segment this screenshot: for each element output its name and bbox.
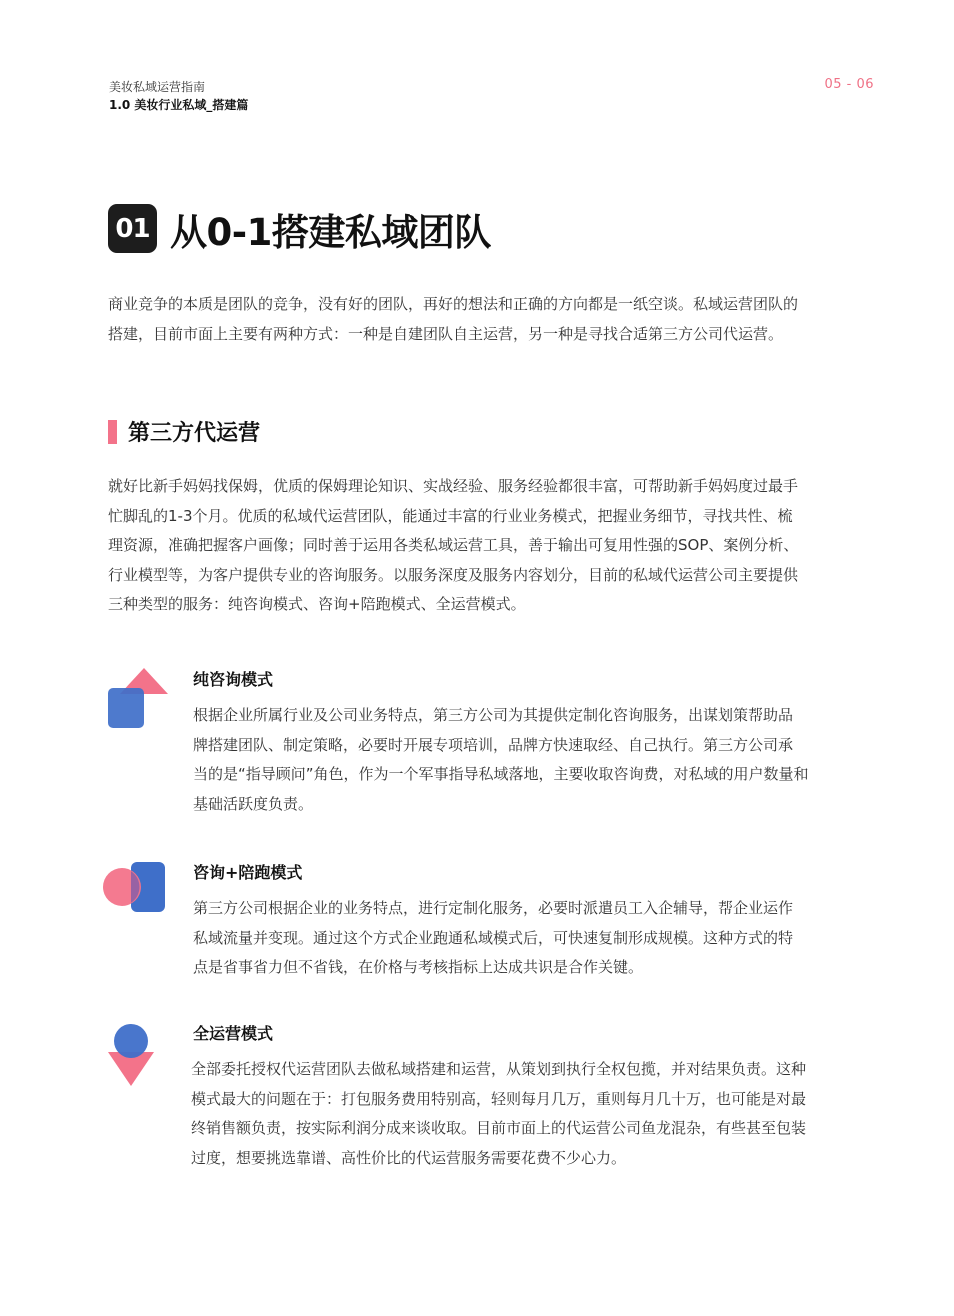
section-title: 从0-1搭建私域团队 — [170, 211, 491, 254]
mode-title-pure-consulting: 纯咨询模式 — [193, 670, 274, 689]
triangle-square-icon — [102, 664, 172, 734]
circle-triangle-icon — [96, 1020, 166, 1090]
subsection-accent-bar — [108, 420, 117, 444]
intro-line: 商业竞争的本质是团队的竞争，没有好的团队，再好的想法和正确的方向都是一纸空谈。私域运营团队的 — [108, 295, 799, 313]
section-intro — [108, 290, 874, 349]
mode-body-pure-consulting — [193, 701, 874, 819]
mode-line: 当的是“指导顾问”角色，作为一个军事指导私域落地，主要收取咨询费，对私域的用户数量和 — [193, 765, 809, 783]
chapter-title: 1.0 美妆行业私域_搭建篇 — [109, 98, 249, 112]
mode-line: 根据企业所属行业及公司业务特点，第三方公司为其提供定制化咨询服务，出谋划策帮助品 — [193, 706, 794, 724]
subsection-body — [108, 472, 874, 620]
mode-line: 牌搭建团队、制定策略，必要时开展专项培训，品牌方快速取经、自己执行。第三方公司承 — [193, 735, 794, 754]
circle-rectangle-icon — [101, 858, 171, 928]
mode-line: 模式最大的问题在于：打包服务费用特别高，轻则每月几万，重则每月几十万，也可能是对最 — [191, 1089, 807, 1108]
mode-title-full-operation: 全运营模式 — [193, 1024, 274, 1043]
mode-line: 全部委托授权代运营团队去做私域搭建和运营，从策划到执行全权包揽，并对结果负责。这种 — [191, 1060, 807, 1078]
document-title: 美妆私域运营指南 — [109, 80, 206, 94]
mode-line: 过度，想要挑选靠谱、高性价比的代运营服务需要花费不少心力。 — [191, 1148, 627, 1167]
mode-body-consulting-accompany — [193, 894, 874, 983]
page-numbers: 05 - 06 — [824, 77, 874, 92]
body-line: 理资源，准确把握客户画像；同时善于运用各类私域运营工具，善于输出可复用性强的SOP、案例分析、 — [108, 536, 799, 554]
mode-body-full-operation — [191, 1055, 875, 1173]
mode-title-consulting-accompany: 咨询+陪跑模式 — [193, 863, 303, 882]
subsection-title: 第三方代运营 — [128, 421, 261, 446]
mode-line: 私域流量并变现。通过这个方式企业跑通私域模式后，可快速复制形成规模。这种方式的特 — [193, 928, 794, 947]
mode-line: 终销售额负责，按实际利润分成来谈收取。目前市面上的代运营公司鱼龙混杂，有些甚至包装 — [191, 1119, 807, 1137]
mode-line: 基础活跃度负责。 — [193, 794, 314, 813]
mode-line: 点是省事省力但不省钱，在价格与考核指标上达成共识是合作关键。 — [193, 958, 644, 976]
intro-line: 搭建，目前市面上主要有两种方式：一种是自建团队自主运营，另一种是寻找合适第三方公司代运营。 — [108, 324, 784, 343]
body-line: 忙脚乱的1-3个月。优质的私域代运营团队，能通过丰富的行业业务模式，把握业务细节，寻找共性、梳 — [108, 506, 793, 525]
section-number-badge: 01 — [108, 204, 157, 253]
mode-line: 第三方公司根据企业的业务特点，进行定制化服务，必要时派遣员工入企辅导，帮企业运作 — [193, 899, 794, 917]
body-line: 三种类型的服务：纯咨询模式、咨询+陪跑模式、全运营模式。 — [108, 595, 526, 613]
body-line: 行业模型等，为客户提供专业的咨询服务。以服务深度及服务内容划分，目前的私域代运营公司主要提供 — [108, 565, 799, 584]
body-line: 就好比新手妈妈找保姆，优质的保姆理论知识、实战经验、服务经验都很丰富，可帮助新手妈妈度过最手 — [108, 477, 799, 495]
